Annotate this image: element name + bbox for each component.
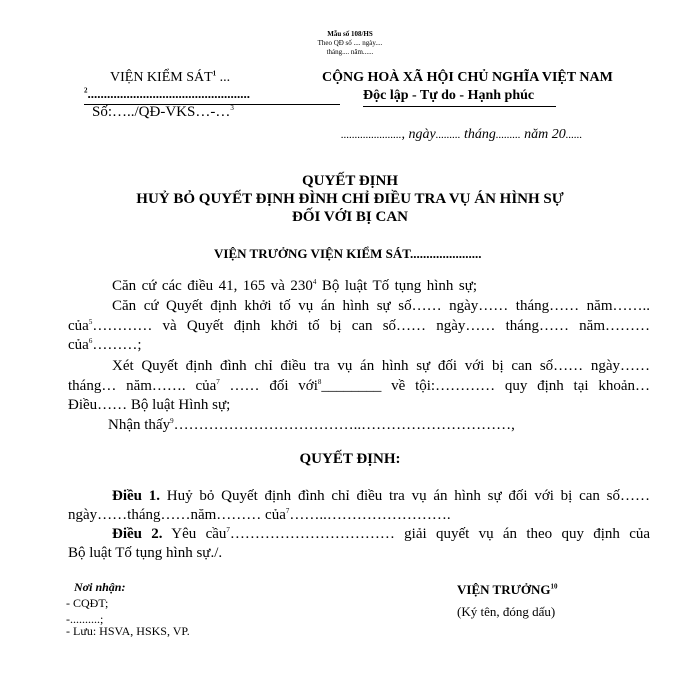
form-reference-date: tháng.... năm......: [326, 48, 374, 56]
nation-motto: Độc lập - Tự do - Hạnh phúc: [363, 88, 535, 103]
article-2-line-1: Điều 2. Yêu cầu$^7$…………………………… giải quyết vụ án theo quy định của: [112, 526, 651, 542]
review-line-3: Điều…… Bộ luật Hình sự;: [68, 397, 231, 413]
finding-line: Nhận thấy$^9$………………………………..…………………………,: [108, 417, 515, 433]
authority-line: VIỆN TRƯỞNG VIỆN KIỂM SÁT......................: [214, 246, 482, 261]
date-line: ......................, ngày......... tháng......... năm 20......: [341, 127, 583, 142]
agency-name: VIỆN KIỂM SÁT$^1$ ...: [110, 69, 231, 85]
recipient-item: - Lưu: HSVA, HSKS, VP.: [66, 624, 190, 638]
recipients-heading: Nơi nhận:: [74, 580, 126, 594]
document-number: Số:…../QĐ-VKS…-…$^3$: [92, 104, 234, 120]
review-line-1: Xét Quyết định đình chỉ điều tra vụ án hình sự đối với bị can số…… ngày……: [112, 358, 650, 374]
article-1-line-1: Điều 1. Huỷ bỏ Quyết định đình chỉ điều tra vụ án hình sự đối với bị can số……: [112, 488, 651, 504]
review-line-2: tháng… năm……. của$^7$ …… đối với$^8$________ về tội:………… quy định tại khoản…: [68, 378, 650, 394]
form-number-header: [290, 30, 410, 57]
motto-underline: [363, 106, 556, 107]
form-number: Mẫu số 108/HS: [327, 30, 373, 38]
document-title: QUYẾT ĐỊNH HUỶ BỎ QUYẾT ĐỊNH ĐÌNH CHỈ ĐIỀU TRA VỤ ÁN HÌNH SỰ ĐỐI VỚI BỊ CAN: [136, 173, 564, 225]
form-reference: Theo QĐ số .... ngày....: [317, 39, 383, 47]
nation-title: CỘNG HOÀ XÃ HỘI CHỦ NGHĨA VIỆT NAM: [322, 70, 613, 85]
article-2-line-2: Bộ luật Tố tụng hình sự./.: [68, 545, 223, 561]
decision-heading: QUYẾT ĐỊNH:: [299, 451, 401, 467]
agency-subunit: $^2$..................................................: [84, 86, 250, 101]
article-1-line-2: ngày……tháng……năm……… của$^7$……..…………………….: [68, 507, 451, 523]
basis-line-4: của$^6$………;: [68, 337, 142, 353]
recipient-item: - CQĐT;: [66, 596, 109, 610]
signature-title: VIỆN TRƯỞNG$^{10}$: [457, 582, 558, 597]
basis-line-3: của$^5$………… và Quyết định khởi tố bị can số…… ngày…… tháng…… năm………: [68, 318, 650, 334]
signature-note: (Ký tên, đóng dấu): [457, 604, 556, 619]
basis-line-2: Căn cứ Quyết định khởi tố vụ án hình sự số…… ngày…… tháng…… năm……..: [112, 298, 650, 314]
basis-line-1: Căn cứ các điều 41, 165 và $230^4$ Bộ luật Tố tụng hình sự;: [112, 278, 478, 294]
recipient-item: -..........;: [66, 612, 104, 626]
